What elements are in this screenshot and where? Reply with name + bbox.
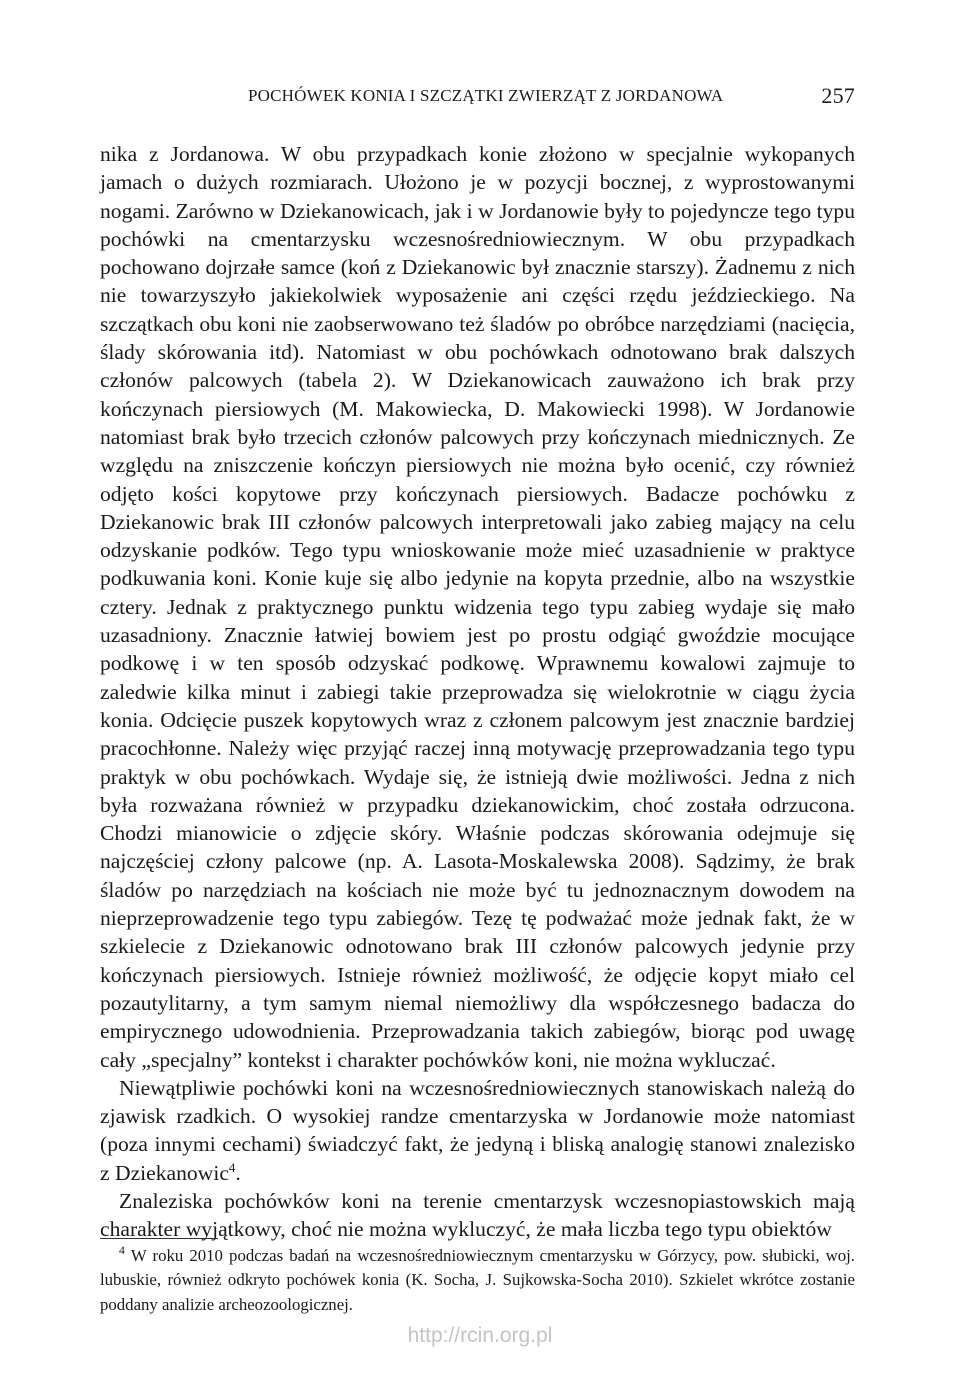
paragraph-3: Znaleziska pochówków koni na terenie cmentarzysk wczesnopiastowskich mają charakter wyjątkowy, choć nie można wykluczyć, że mała liczba tego typu obiektów	[100, 1188, 855, 1242]
footnote-divider	[100, 1238, 218, 1239]
paragraph-1: nika z Jordanowa. W obu przypadkach konie złożono w specjalnie wykopanych jamach o dużych rozmiarach. Ułożono je w pozycji bocznej, z wyprostowanymi nogami. Zarówno w Dziekanowicach, jak i w Jordanowie były to pojedyncze tego typu pochówki na cmentarzysku wczesnośredniowiecznym. W obu przypadkach pochowano dojrzałe samce (koń z Dziekanowic był znacznie starszy). Żadnemu z nich nie towarzyszyło jakiekolwiek wyposażenie ani części rzędu jeździeckiego. Na szczątkach obu koni nie zaobserwowano też śladów po obróbce narzędziami (nacięcia, ślady skórowania itd). Natomiast w obu pochówkach odnotowano brak dalszych członów palcowych (tabela 2). W Dziekanowicach zauważono ich brak przy kończynach piersiowych (M. Makowiecka, D. Makowiecki 1998). W Jordanowie natomiast brak było trzecich członów palcowych przy kończynach miednicznych. Ze względu na zniszczenie kończyn piersiowych nie można było ocenić, czy również odjęto kości kopytowe przy kończynach piersiowych. Badacze pochówku z Dziekanowic brak III członów palcowych interpretowali jako zabieg mający na celu odzyskanie podków. Tego typu wnioskowanie może mieć uzasadnienie w praktyce podkuwania koni. Konie kuje się albo jedynie na kopyta przednie, albo na wszystkie cztery. Jednak z praktycznego punktu widzenia tego typu zabieg wydaje się mało uzasadniony. Znacznie łatwiej bowiem jest po prostu odgiąć gwoździe mocujące podkowę i w ten sposób odzyskać podkowę. Wprawnemu kowalowi zajmuje to zaledwie kilka minut i zabiegi takie przeprowadza się wielokrotnie w ciągu życia konia. Odcięcie puszek kopytowych wraz z członem palcowym jest znacznie bardziej pracochłonne. Należy więc przyjąć raczej inną motywację przeprowadzania tego typu praktyk w obu pochówkach. Wydaje się, że istnieją dwie możliwości. Jedna z nich była rozważana również w przypadku dziekanowickim, choć została odrzucona. Chodzi mianowicie o zdjęcie skóry. Właśnie podczas skórowania odejmuje się najczęściej człony palcowe (np. A. Lasota-Moskalewska 2008). Sądzimy, że brak śladów po narzędziach na kościach nie może być tu jednoznacznym dowodem na nieprzeprowadzenie tego typu zabiegów. Tezę tę podważać może jednak fakt, że w szkielecie z Dziekanowic odnotowano brak III członów palcowych jedynie przy kończynach piersiowych. Istnieje również możliwość, że odjęcie kopyt miało cel pozautylitarny, a tym samym niemal niemożliwy dla współczesnego badacza do empirycznego udowodnienia. Przeprowadzania takich zabiegów, biorąc pod uwagę cały „specjalny” kontekst i charakter pochówków koni, nie można wykluczać.	[100, 142, 855, 1072]
paragraph-2-text: Niewątpliwie pochówki koni na wczesnośredniowiecznych stanowiskach należą do zjawisk rzadkich. O wysokiej randze cmentarzyska w Jordanowie może natomiast (poza innymi cechami) świadczyć fakt, że jedyną i bliską analogię stanowi znalezisko z Dziekanowic	[100, 1075, 855, 1185]
running-title: POCHÓWEK KONIA I SZCZĄTKI ZWIERZĄT Z JORDANOWA	[248, 86, 724, 105]
running-header	[100, 83, 855, 110]
body-text	[100, 140, 855, 1244]
paragraph-2-end: .	[235, 1160, 241, 1185]
paragraph-2	[100, 1074, 855, 1187]
page-number: 257	[821, 83, 855, 108]
footnote-text: W roku 2010 podczas badań na wczesnośredniowiecznym cmentarzysku w Górzycy, pow. słubicki, woj. lubuskie, również odkryto pochówek konia (K. Socha, J. Sujkowska-Socha 2010). Szkielet wkrótce zostanie poddany analizie archeozoologicznej.	[100, 1246, 855, 1314]
footnote-reference[interactable]: 4	[228, 1159, 236, 1175]
footnote-marker: 4	[119, 1244, 125, 1258]
watermark-url: http://rcin.org.pl	[407, 1324, 553, 1347]
footnote	[100, 1244, 855, 1317]
